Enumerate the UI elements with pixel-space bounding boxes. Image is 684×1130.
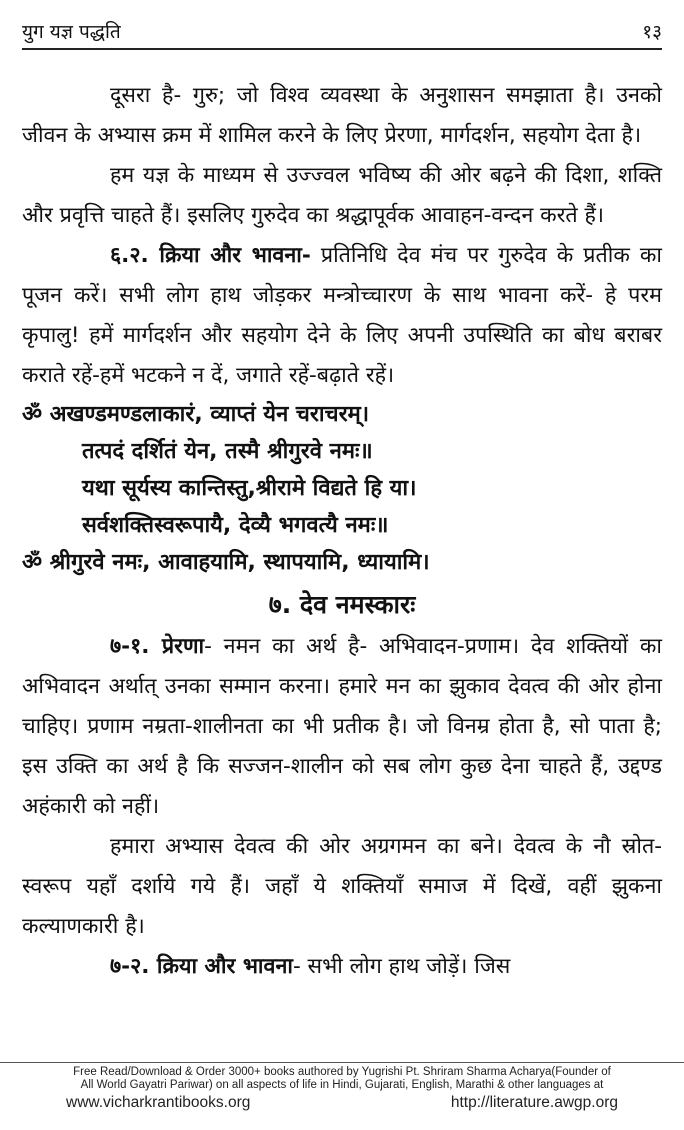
footer-links bbox=[66, 1094, 618, 1112]
footer-line-1: Free Read/Download & Order 3000+ books authored by Yugrishi Pt. Shriram Sharma Acharya(Founder of bbox=[73, 1066, 611, 1078]
page-number: १३ bbox=[642, 21, 662, 43]
page-body bbox=[22, 76, 662, 987]
running-header bbox=[22, 6, 662, 50]
paragraph-label: ६.२. क्रिया और भावना- bbox=[110, 243, 311, 268]
paragraph-yagya-purpose: हम यज्ञ के माध्यम से उज्ज्वल भविष्य की ओर बढ़ने की दिशा, शक्ति और प्रवृत्ति चाहते हैं। इसलिए गुरुदेव का श्रद्धापूर्वक आवाहन-वन्दन करते हैं। bbox=[22, 163, 662, 228]
footer-notice bbox=[0, 1066, 684, 1092]
mantra-line-1: ॐ अखण्डमण्डलाकारं, व्याप्तं येन चराचरम्। bbox=[22, 402, 370, 427]
paragraph-text: - सभी लोग हाथ जोड़ें। जिस bbox=[292, 954, 511, 979]
paragraph-label: ७-२. क्रिया और भावना bbox=[110, 954, 293, 979]
paragraph-kriya-bhavna-6-2 bbox=[22, 236, 662, 396]
paragraph-text: - नमन का अर्थ है- अभिवादन-प्रणाम। देव शक्तियों का अभिवादन अर्थात् उनका सम्मान करना। हमारे मन का झुकाव देवत्व की ओर होना चाहिए। प्रणाम नम्रता-शालीनता का भी प्रतीक है। जो विनम्र होता है, सो पाता है; इस उक्ति का अर्थ है कि सज्जन-शालीन को सब लोग कुछ देना चाहते हैं, उद्दण्ड अहंकारी को नहीं। bbox=[22, 634, 663, 819]
paragraph-devatva: हमारा अभ्यास देवत्व की ओर अग्रगमन का बने। देवत्व के नौ स्रोत-स्वरूप यहाँ दर्शाये गये हैं। जहाँ ये शक्तियाँ समाज में दिखें, वहीं झुकना कल्याणकारी है। bbox=[22, 834, 662, 939]
paragraph-text: प्रतिनिधि देव मंच पर गुरुदेव के प्रतीक का पूजन करें। सभी लोग हाथ जोड़कर मन्त्रोच्चारण के साथ भावना करें- हे परम कृपालु! हमें मार्गदर्शन और सहयोग देने के लिए अपनी उपस्थिति का बोध बराबर कराते रहें-हमें भटकने न दें, जगाते रहें-बढ़ाते रहें। bbox=[22, 243, 662, 388]
paragraph-kriya-bhavna-7-2 bbox=[22, 947, 662, 987]
footer-link-awgp[interactable]: http://literature.awgp.org bbox=[450, 1094, 618, 1111]
mantra-line-3: यथा सूर्यस्य कान्तिस्तु,श्रीरामे विद्यते हि या। bbox=[82, 476, 417, 501]
mantra-line-4: सर्वशक्तिस्वरूपायै, देव्यै भगवत्यै नमः॥ bbox=[82, 513, 389, 538]
footer-link-vicharkranti[interactable]: www.vicharkrantibooks.org bbox=[66, 1094, 251, 1111]
paragraph-prerna-7-1 bbox=[22, 627, 662, 827]
footer-line-2: All World Gayatri Pariwar) on all aspects of life in Hindi, Gujarati, English, Marathi & other languages at bbox=[80, 1079, 604, 1091]
mantra-line-5: ॐ श्रीगुरवे नमः, आवाहयामि, स्थापयामि, ध्यायामि। bbox=[22, 550, 430, 575]
section-heading: ७. देव नमस्कारः bbox=[268, 590, 416, 619]
mantra-line-2: तत्पदं दर्शितं येन, तस्मै श्रीगुरवे नमः॥ bbox=[82, 439, 373, 464]
footer-divider bbox=[0, 1062, 684, 1063]
book-title: युग यज्ञ पद्धति bbox=[22, 21, 121, 43]
paragraph-guru: दूसरा है- गुरु; जो विश्व व्यवस्था के अनुशासन समझाता है। उनको जीवन के अभ्यास क्रम में शामिल करने के लिए प्रेरणा, मार्गदर्शन, सहयोग देता है। bbox=[22, 83, 662, 148]
paragraph-label: ७-१. प्रेरणा bbox=[110, 634, 205, 659]
